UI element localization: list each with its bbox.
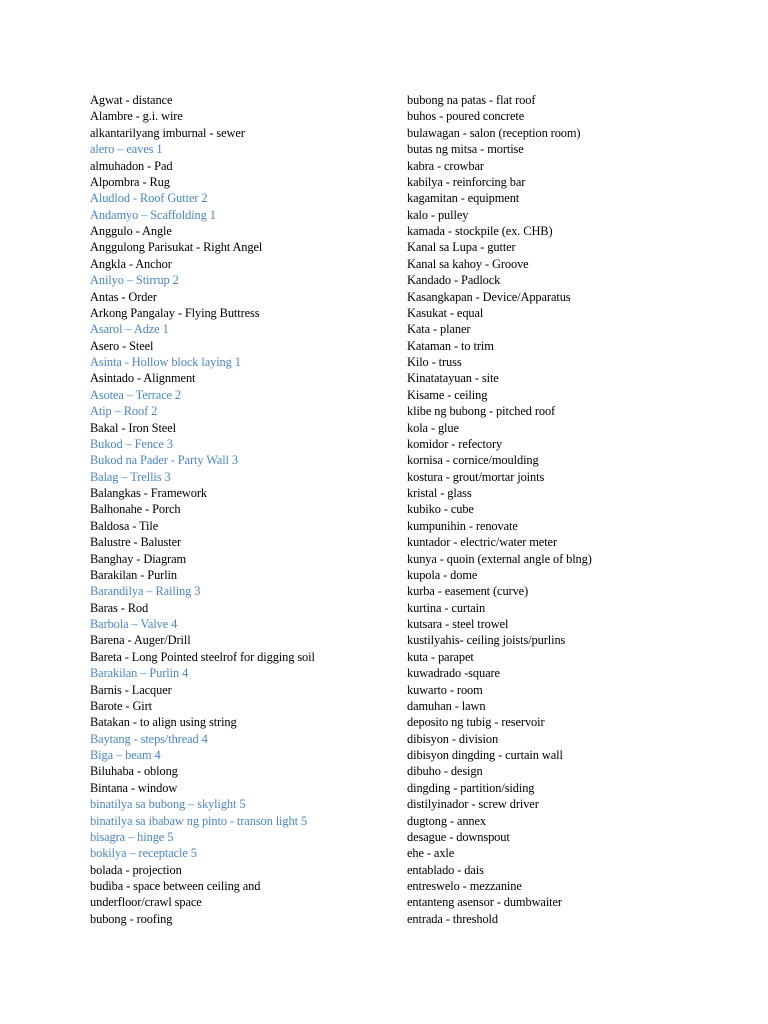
glossary-entry: kuntador - electric/water meter bbox=[407, 535, 557, 550]
glossary-entry: Kasangkapan - Device/Apparatus bbox=[407, 289, 571, 304]
glossary-entry: entablado - dais bbox=[407, 862, 484, 877]
glossary-entry: Bintana - window bbox=[90, 780, 178, 795]
glossary-entry: kuwadrado -square bbox=[407, 666, 500, 681]
glossary-entry: entreswelo - mezzanine bbox=[407, 879, 522, 893]
linked-glossary-entry[interactable]: Andamyo – Scaffolding 1 bbox=[90, 207, 216, 222]
glossary-entry: bolada - projection bbox=[90, 862, 182, 877]
glossary-entry: alkantarilyang imburnal - sewer bbox=[90, 125, 245, 140]
glossary-entry: Kisame - ceiling bbox=[407, 387, 488, 402]
glossary-entry: butas ng mitsa - mortise bbox=[407, 142, 524, 157]
right-column bbox=[407, 92, 747, 927]
glossary-entry: dibuho - design bbox=[407, 764, 483, 779]
glossary-entry: entrada - threshold bbox=[407, 911, 498, 926]
glossary-entry: Angkla - Anchor bbox=[90, 256, 172, 271]
glossary-entry: kubiko - cube bbox=[407, 502, 474, 517]
glossary-entry: deposito ng tubig - reservoir bbox=[407, 715, 545, 730]
glossary-entry: underfloor/crawl space bbox=[90, 895, 202, 910]
glossary-entry: Balhonahe - Porch bbox=[90, 502, 181, 517]
glossary-entry: distilyinador - screw driver bbox=[407, 797, 539, 812]
glossary-entry: Balustre - Baluster bbox=[90, 535, 182, 550]
glossary-entry: almuhadon - Pad bbox=[90, 158, 173, 173]
glossary-entry: kristal - glass bbox=[407, 486, 472, 500]
linked-glossary-entry[interactable]: Asarol – Adze 1 bbox=[90, 322, 169, 337]
glossary-entry: Kinatatayuan - site bbox=[407, 371, 499, 386]
glossary-entry: Anggulo - Angle bbox=[90, 224, 172, 238]
glossary-entry: desague - downspout bbox=[407, 829, 510, 844]
glossary-entry: Barakilan - Purlin bbox=[90, 567, 177, 582]
glossary-entry: dugtong - annex bbox=[407, 813, 487, 828]
glossary-entry: kunya - quoin (external angle of blng) bbox=[407, 551, 592, 566]
linked-glossary-entry[interactable]: Atip – Roof 2 bbox=[90, 404, 158, 419]
linked-glossary-entry[interactable]: Baytang - steps/thread 4 bbox=[90, 731, 208, 746]
glossary-entry: ehe - axle bbox=[407, 846, 455, 861]
glossary-entry: entanteng asensor - dumbwaiter bbox=[407, 895, 562, 910]
glossary-entry: kostura - grout/mortar joints bbox=[407, 469, 545, 484]
glossary-entry: klibe ng bubong - pitched roof bbox=[407, 404, 556, 419]
glossary-entry: bubong - roofing bbox=[90, 911, 173, 926]
glossary-entry: Baras - Rod bbox=[90, 600, 149, 615]
linked-glossary-entry[interactable]: Barbola – Valve 4 bbox=[90, 617, 178, 631]
glossary-entry: kuwarto - room bbox=[407, 682, 483, 697]
glossary-entry: kagamitan - equipment bbox=[407, 191, 520, 206]
glossary-entry: Banghay - Diagram bbox=[90, 551, 187, 566]
glossary-entry: Kataman - to trim bbox=[407, 338, 494, 353]
glossary-entry: dingding - partition/siding bbox=[407, 780, 535, 795]
glossary-entry: Kata - planer bbox=[407, 322, 471, 337]
glossary-entry: bulawagan - salon (reception room) bbox=[407, 125, 581, 140]
left-column bbox=[90, 92, 390, 927]
glossary-entry: kurba - easement (curve) bbox=[407, 584, 529, 599]
glossary-entry: buhos - poured concrete bbox=[407, 109, 525, 124]
glossary-entry: Arkong Pangalay - Flying Buttress bbox=[90, 305, 260, 320]
glossary-entry: Antas - Order bbox=[90, 289, 157, 304]
glossary-entry: kumpunihin - renovate bbox=[407, 518, 518, 533]
linked-glossary-entry[interactable]: Barakilan – Purlin 4 bbox=[90, 666, 189, 681]
glossary-entry: Barena - Auger/Drill bbox=[90, 633, 191, 648]
linked-glossary-entry[interactable]: Bukod – Fence 3 bbox=[90, 436, 173, 451]
linked-glossary-entry[interactable]: bisagra – hinge 5 bbox=[90, 829, 174, 844]
glossary-entry: kola - glue bbox=[407, 420, 459, 435]
linked-glossary-entry[interactable]: Biga – beam 4 bbox=[90, 748, 161, 762]
linked-glossary-entry[interactable]: Barandilya – Railing 3 bbox=[90, 584, 201, 599]
glossary-entry: kornisa - cornice/moulding bbox=[407, 453, 539, 468]
glossary-entry: Bareta - Long Pointed steelrof for digging soil bbox=[90, 649, 315, 664]
glossary-entry: bubong na patas - flat roof bbox=[407, 93, 536, 107]
linked-glossary-entry[interactable]: binatilya sa bubong – skylight 5 bbox=[90, 797, 246, 812]
glossary-entry: Kanal sa Lupa - gutter bbox=[407, 240, 516, 255]
glossary-entry: komidor - refectory bbox=[407, 436, 503, 451]
linked-glossary-entry[interactable]: Anilyo – Stirrup 2 bbox=[90, 273, 179, 288]
linked-glossary-entry[interactable]: Aludlod - Roof Gutter 2 bbox=[90, 191, 208, 206]
glossary-entry: Kanal sa kahoy - Groove bbox=[407, 256, 529, 271]
glossary-entry: kurtina - curtain bbox=[407, 600, 486, 615]
glossary-entry: kupola - dome bbox=[407, 567, 478, 582]
glossary-entry: Anggulong Parisukat - Right Angel bbox=[90, 240, 263, 255]
glossary-entry: Agwat - distance bbox=[90, 93, 173, 107]
linked-glossary-entry[interactable]: Asotea – Terrace 2 bbox=[90, 387, 182, 402]
glossary-entry: kalo - pulley bbox=[407, 207, 469, 222]
glossary-entry: kabra - crowbar bbox=[407, 158, 484, 173]
glossary-entry: damuhan - lawn bbox=[407, 698, 486, 713]
glossary-entry: Alpombra - Rug bbox=[90, 174, 170, 189]
glossary-entry: Baldosa - Tile bbox=[90, 518, 159, 533]
glossary-entry: kuta - parapet bbox=[407, 649, 474, 664]
glossary-entry: Kandado - Padlock bbox=[407, 273, 501, 288]
glossary-entry: Kilo - truss bbox=[407, 355, 462, 369]
glossary-entry: Asintado - Alignment bbox=[90, 371, 196, 386]
glossary-entry: dibisyon - division bbox=[407, 731, 499, 746]
glossary-entry: Batakan - to align using string bbox=[90, 715, 237, 730]
glossary-entry: kabilya - reinforcing bar bbox=[407, 174, 526, 189]
glossary-entry: Barnis - Lacquer bbox=[90, 682, 172, 697]
glossary-entry: budiba - space between ceiling and bbox=[90, 879, 261, 893]
glossary-entry: Asero - Steel bbox=[90, 338, 154, 353]
glossary-entry: Alambre - g.i. wire bbox=[90, 109, 183, 124]
linked-glossary-entry[interactable]: alero – eaves 1 bbox=[90, 142, 163, 157]
glossary-entry: Balangkas - Framework bbox=[90, 486, 207, 500]
glossary-entry: kutsara - steel trowel bbox=[407, 617, 509, 631]
linked-glossary-entry[interactable]: Bukod na Pader - Party Wall 3 bbox=[90, 453, 238, 468]
glossary-entry: Biluhaba - oblong bbox=[90, 764, 178, 779]
linked-glossary-entry[interactable]: binatilya sa ibabaw ng pinto - transon light 5 bbox=[90, 813, 308, 828]
linked-glossary-entry[interactable]: bokilya – receptacle 5 bbox=[90, 846, 197, 861]
glossary-entry: Kasukat - equal bbox=[407, 305, 484, 320]
glossary-entry: Bakal - Iron Steel bbox=[90, 420, 176, 435]
glossary-entry: Barote - Girt bbox=[90, 698, 153, 713]
linked-glossary-entry[interactable]: Balag – Trellis 3 bbox=[90, 469, 171, 484]
glossary-entry: kustilyahis- ceiling joists/purlins bbox=[407, 633, 566, 648]
glossary-entry: kamada - stockpile (ex. CHB) bbox=[407, 224, 553, 238]
linked-glossary-entry[interactable]: Asinta - Hollow block laying 1 bbox=[90, 355, 241, 369]
glossary-entry: dibisyon dingding - curtain wall bbox=[407, 748, 563, 762]
